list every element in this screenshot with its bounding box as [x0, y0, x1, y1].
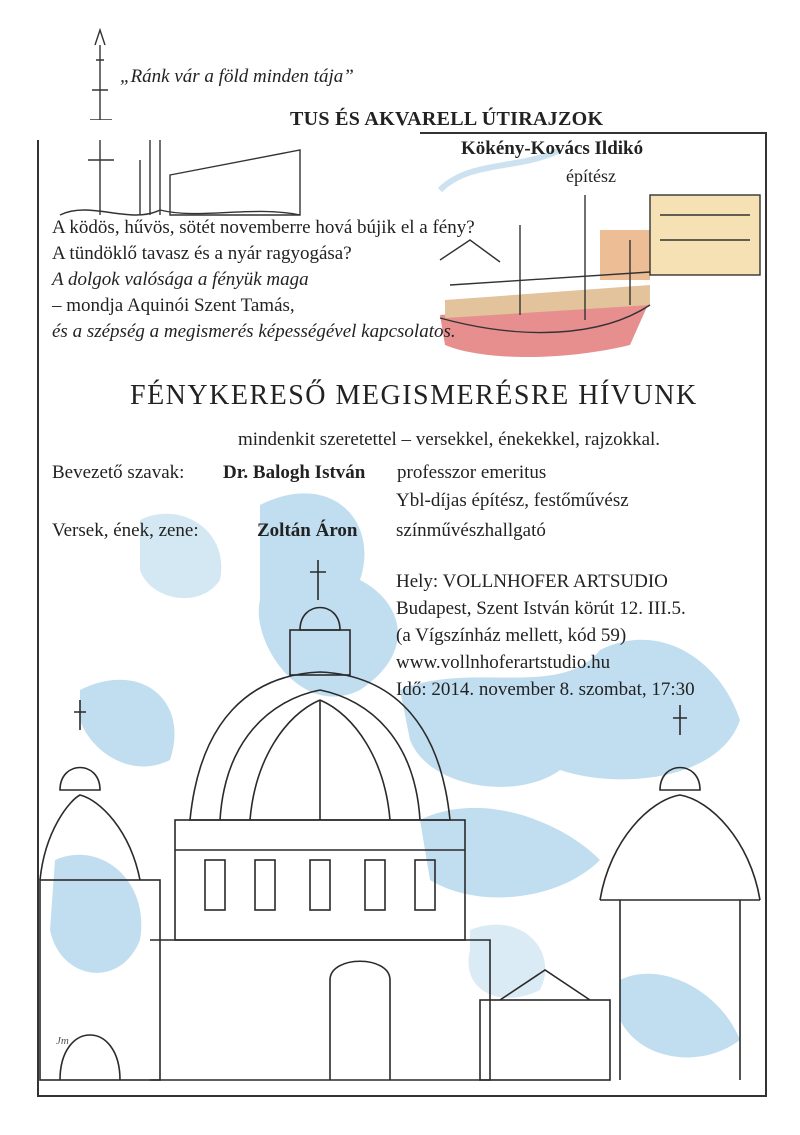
artist-signature: Jm — [56, 1035, 69, 1047]
motto: „Ránk vár a föld minden tája” — [120, 66, 354, 87]
subline: mindenkit szeretettel – versekkel, énekekkel, rajzokkal. — [238, 429, 661, 450]
venue-website[interactable]: www.vollnhoferartstudio.hu — [396, 652, 611, 673]
intro-label: Bevezető szavak: — [52, 462, 185, 483]
venue-place: Hely: VOLLNHOFER ARTSUDIO — [396, 571, 668, 592]
venue-block — [396, 568, 695, 703]
poem-line: A tündöklő tavasz és a nyár ragyogása? — [52, 243, 352, 264]
artist-name: Kökény-Kovács Ildikó — [461, 138, 644, 159]
headline: FÉNYKERESŐ MEGISMERÉSRE HÍVUNK — [130, 380, 698, 411]
poem-block — [52, 215, 475, 345]
poem-line: és a szépség a megismerés képességével kapcsolatos. — [52, 321, 456, 342]
artist-profession: építész — [566, 166, 616, 186]
intro-role: professzor emeritus — [397, 462, 547, 483]
verses-label: Versek, ének, zene: — [52, 520, 199, 541]
poem-line: A dolgok valósága a fényük maga — [52, 269, 309, 290]
intro-speaker: Dr. Balogh István — [223, 462, 366, 483]
verses-performer: Zoltán Áron — [257, 520, 358, 541]
exhibition-title: TUS ÉS AKVARELL ÚTIRAJZOK — [290, 108, 604, 130]
venue-note: (a Vígszínház mellett, kód 59) — [396, 625, 627, 646]
venue-address: Budapest, Szent István körút 12. III.5. — [396, 598, 686, 619]
intro-role-2: Ybl-díjas építész, festőművész — [396, 490, 629, 511]
verses-role: színművészhallgató — [396, 520, 546, 541]
poem-line: – mondja Aquinói Szent Tamás, — [52, 295, 295, 316]
event-time: Idő: 2014. november 8. szombat, 17:30 — [396, 679, 695, 700]
poem-line: A ködös, hűvös, sötét novemberre hová bújik el a fény? — [52, 217, 475, 238]
